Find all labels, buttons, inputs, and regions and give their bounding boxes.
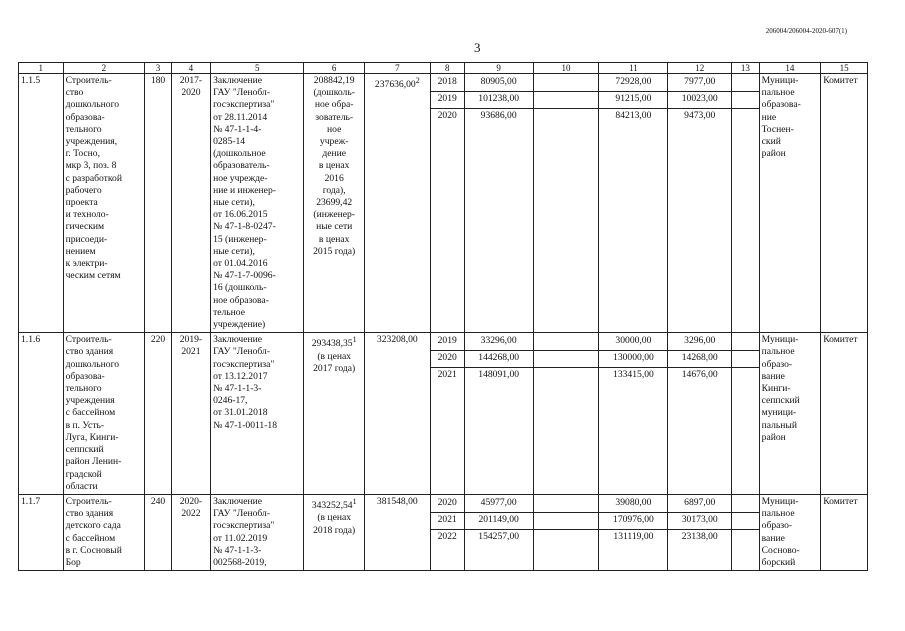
- totals-cell: [464, 494, 533, 570]
- col-header: 15: [821, 63, 868, 74]
- total-amount: 154257,00: [478, 530, 520, 542]
- year: 2020: [431, 351, 464, 368]
- other-amount: [732, 368, 759, 384]
- col-header: 9: [464, 63, 533, 74]
- table-row: [19, 333, 868, 495]
- totals-cell: [464, 74, 533, 333]
- year: 2020: [431, 496, 464, 513]
- col-header: 2: [63, 63, 145, 74]
- total-cost-value: 381548,00: [376, 495, 418, 507]
- customer: Муници- пальное образо- вание Сосново- борский: [759, 494, 821, 570]
- federal-amount: [534, 334, 599, 351]
- regional-amount: 131119,00: [613, 530, 654, 542]
- regional-amount: 72928,00: [599, 75, 667, 92]
- estimate-note: (в ценах 2018 года): [313, 512, 356, 536]
- capacity: 180: [145, 74, 172, 333]
- local-amount: 6897,00: [668, 496, 731, 513]
- expertise-conclusion: Заключение ГАУ "Ленобл- госэкспертиза" от 13.12.2017 № 47-1-1-3- 0246-17, от 31.01.2018 № 47-1-0011-18: [211, 333, 304, 495]
- local-cell: [668, 333, 732, 495]
- year: 2019: [431, 334, 464, 351]
- year: 2020: [437, 110, 457, 121]
- local-amount: 23138,00: [681, 530, 718, 542]
- total-cost-value: 237636,00: [374, 79, 416, 91]
- local-amount: 9473,00: [684, 110, 716, 121]
- total-cost: [364, 494, 430, 570]
- federal-amount: [534, 75, 599, 92]
- other-amount: [732, 334, 759, 351]
- local-cell: [668, 74, 732, 333]
- local-amount: 7977,00: [668, 75, 731, 92]
- regional-amount: 133415,00: [613, 369, 654, 381]
- regional-amount: 130000,00: [599, 351, 667, 368]
- col-header: 14: [759, 63, 821, 74]
- estimate-value: 343252,54: [311, 500, 353, 512]
- local-amount: 10023,00: [668, 92, 731, 109]
- regional-amount: 30000,00: [599, 334, 667, 351]
- other-amount: [732, 496, 759, 513]
- estimate-note: (в ценах 2017 года): [313, 350, 356, 374]
- page-number: 3: [474, 40, 481, 55]
- row-number: 1.1.5: [19, 74, 64, 333]
- responsible: Комитет: [821, 494, 868, 570]
- federal-amount: [534, 368, 599, 384]
- total-amount: 33296,00: [465, 334, 533, 351]
- row-number: 1.1.6: [19, 333, 64, 495]
- regional-amount: 91215,00: [599, 92, 667, 109]
- capacity: 240: [145, 494, 172, 570]
- total-cost-value: 323208,00: [376, 334, 418, 346]
- responsible: Комитет: [821, 74, 868, 333]
- local-amount: 14268,00: [668, 351, 731, 368]
- col-header: 12: [668, 63, 732, 74]
- year: 2018: [431, 75, 464, 92]
- federal-cell: [533, 494, 599, 570]
- expertise-conclusion: Заключение ГАУ "Ленобл- госэкспертиза" от 11.02.2019 № 47-1-1-3- 002568-2019,: [211, 494, 304, 570]
- total-amount: 148091,00: [478, 369, 520, 381]
- other-amount: [732, 513, 759, 530]
- customer: Муници- пальное образо- вание Кинги- сеппский муници- пальный район: [759, 333, 821, 495]
- header-row: [19, 63, 868, 74]
- col-header: 5: [211, 63, 304, 74]
- total-amount: 80905,00: [465, 75, 533, 92]
- year: 2019: [431, 92, 464, 109]
- regional-amount: 39080,00: [599, 496, 667, 513]
- period: 2019- 2021: [171, 333, 210, 495]
- col-header: 10: [533, 63, 599, 74]
- federal-amount: [534, 351, 599, 368]
- other-amount: [732, 351, 759, 368]
- object-name: Строитель- ство здания детского сада с бассейном в г. Сосновый Бор: [63, 494, 145, 570]
- program-table: [18, 62, 868, 571]
- regional-amount: 170976,00: [599, 513, 667, 530]
- capacity: 220: [145, 333, 172, 495]
- col-header: 7: [364, 63, 430, 74]
- responsible: Комитет: [821, 333, 868, 495]
- local-amount: 30173,00: [668, 513, 731, 530]
- col-header: 6: [304, 63, 364, 74]
- regional-cell: [599, 333, 668, 495]
- document-id: 206004/206004-2020-607(1): [765, 27, 847, 35]
- estimate-cost: [304, 333, 364, 495]
- regional-cell: [599, 74, 668, 333]
- total-cost: [364, 74, 430, 333]
- federal-amount: [534, 496, 599, 513]
- table-row: [19, 494, 868, 570]
- object-name: Строитель- ство дошкольного образова- тельного учреждения, г. Тосно, мкр 3, поз. 8 с разработкой рабочего проекта и техноло- гическим присоеди- нением к электри- ческим сетям: [63, 74, 145, 333]
- expertise-conclusion: Заключение ГАУ "Ленобл- госэкспертиза" от 28.11.2014 № 47-1-1-4- 0285-14 (дошкольное образователь- ное учрежде- ние и инженер- ные сети), от 16.06.2015 № 47-1-8-0247- 15 (инженер- ные сети), от 01.04.2016 № 47-1-7-0096- 16 (дошколь- ное образова- тельное учреждение): [211, 74, 304, 333]
- estimate-cost: 208842,19 (дошколь- ное обра- зователь- ное учреж- дение в ценах 2016 года), 23699,42 (инженер- ные сети в ценах 2015 года): [304, 74, 364, 333]
- estimate-cost: [304, 494, 364, 570]
- footnote-mark: 1: [352, 335, 357, 345]
- years-cell: [430, 333, 464, 495]
- row-number: 1.1.7: [19, 494, 64, 570]
- footnote-mark: 1: [352, 496, 357, 506]
- total-amount: 45977,00: [465, 496, 533, 513]
- federal-amount: [534, 92, 599, 109]
- other-amount: [732, 109, 759, 125]
- regional-amount: 84213,00: [615, 110, 652, 121]
- federal-amount: [534, 109, 599, 125]
- period: 2020- 2022: [171, 494, 210, 570]
- other-amount: [732, 75, 759, 92]
- col-header: 13: [732, 63, 760, 74]
- estimate-value: 293438,35: [311, 338, 353, 350]
- table-row: [19, 74, 868, 333]
- years-cell: [430, 494, 464, 570]
- other-amount: [732, 530, 759, 546]
- totals-cell: [464, 333, 533, 495]
- federal-amount: [534, 530, 599, 546]
- footnote-mark: 2: [415, 76, 420, 85]
- col-header: 11: [599, 63, 668, 74]
- col-header: 8: [430, 63, 464, 74]
- regional-cell: [599, 494, 668, 570]
- total-amount: 201149,00: [465, 513, 533, 530]
- total-amount: 93686,00: [480, 110, 517, 121]
- period: 2017- 2020: [171, 74, 210, 333]
- federal-cell: [533, 333, 599, 495]
- local-amount: 14676,00: [681, 369, 718, 381]
- local-cell: [668, 494, 732, 570]
- federal-cell: [533, 74, 599, 333]
- col-header: 4: [171, 63, 210, 74]
- other-amount: [732, 92, 759, 109]
- col-header: 1: [19, 63, 64, 74]
- customer: Муници- пальное образова- ние Тоснен- ский район: [759, 74, 821, 333]
- other-cell: [732, 333, 760, 495]
- year: 2022: [437, 530, 457, 542]
- year: 2021: [431, 513, 464, 530]
- other-cell: [732, 494, 760, 570]
- federal-amount: [534, 513, 599, 530]
- years-cell: [430, 74, 464, 333]
- object-name: Строитель- ство здания дошкольного образова- тельного учреждения с бассейном в п. Усть- Луга, Кинги- сеппский район Ленин- градской области: [63, 333, 145, 495]
- col-header: 3: [145, 63, 172, 74]
- year: 2021: [437, 369, 457, 381]
- total-amount: 101238,00: [465, 92, 533, 109]
- total-cost: [364, 333, 430, 495]
- local-amount: 3296,00: [668, 334, 731, 351]
- other-cell: [732, 74, 760, 333]
- total-amount: 144268,00: [465, 351, 533, 368]
